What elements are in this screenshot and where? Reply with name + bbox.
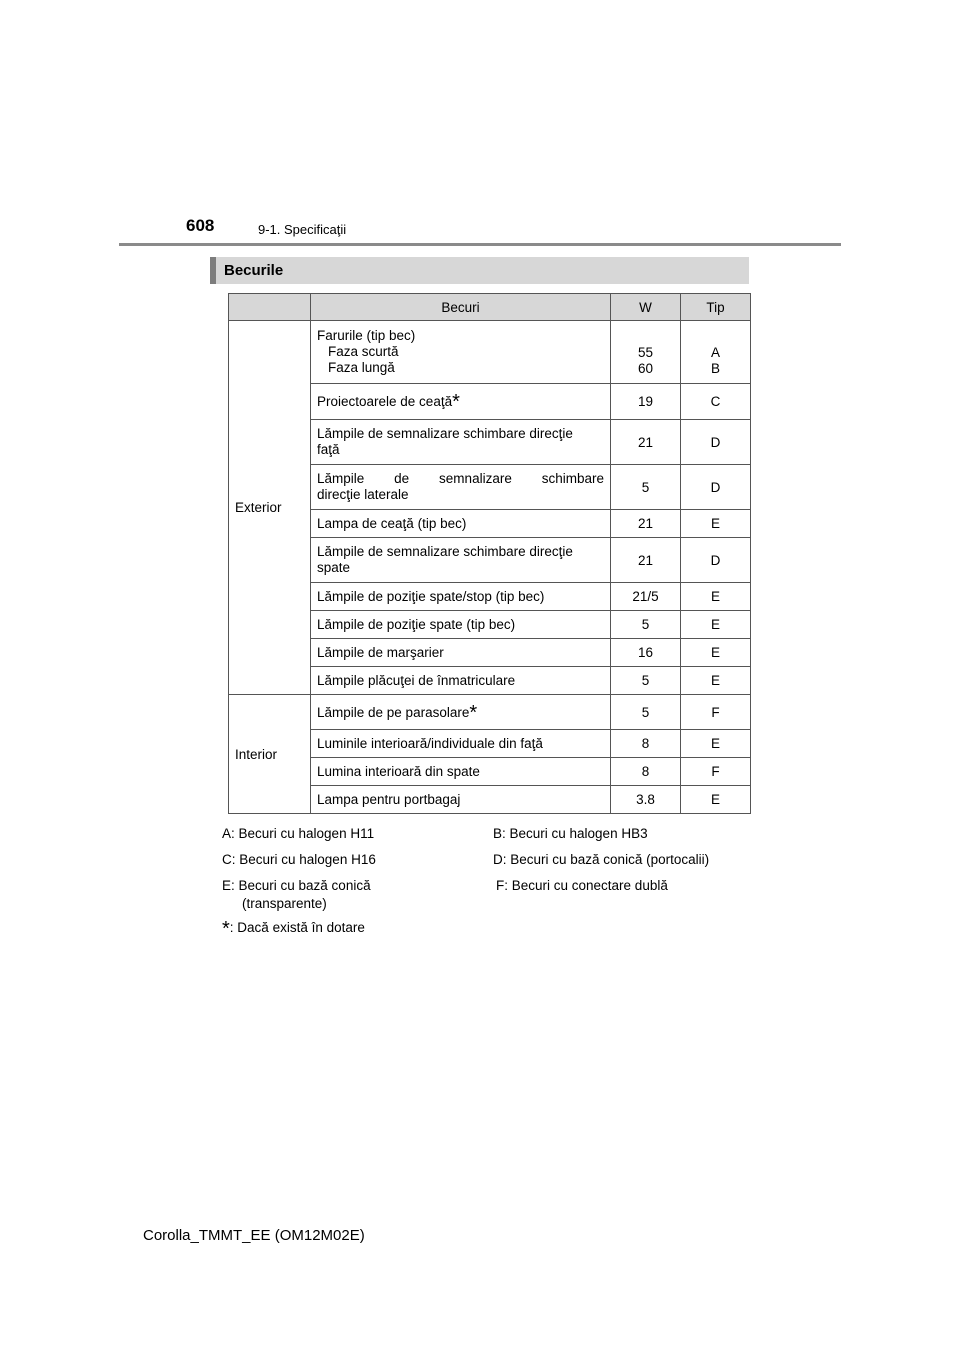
bulb-name: Lumina interioară din spate	[311, 758, 611, 786]
bulb-type: E	[681, 786, 751, 814]
bulb-type: D	[681, 538, 751, 583]
bulb-sub-low-beam: Faza scurtă	[328, 344, 399, 359]
chapter-title: 9-1. Specificaţii	[258, 222, 347, 237]
bulb-name-line: direcţie laterale	[317, 487, 409, 502]
header-rule	[119, 243, 841, 246]
bulb-name	[311, 538, 611, 583]
bulb-watts: 5	[611, 695, 681, 730]
bulb-name-line: Lămpile de semnalizare schimbare	[317, 471, 604, 486]
bulb-type-high: B	[710, 361, 720, 376]
bulb-type: D	[681, 465, 751, 510]
bulb-watts: 5	[611, 611, 681, 639]
table-header-row	[229, 294, 751, 321]
bulb-name	[311, 465, 611, 510]
section-bar	[210, 257, 749, 284]
legend-e: E: Becuri cu bază conică	[222, 878, 371, 893]
bulb-watts: 5	[611, 465, 681, 510]
table-row	[229, 695, 751, 730]
bulb-type-low: A	[710, 345, 720, 360]
legend-row	[222, 878, 752, 918]
bulb-name-text: Lămpile de pe parasolare	[317, 704, 470, 720]
bulb-type: F	[681, 695, 751, 730]
bulb-watts-high: 60	[637, 361, 654, 376]
bulb-type: F	[681, 758, 751, 786]
bulb-watts	[611, 321, 681, 384]
legend-c: C: Becuri cu halogen H16	[222, 852, 376, 867]
bulb-watts: 21	[611, 538, 681, 583]
bulb-watts: 21/5	[611, 583, 681, 611]
bulb-type: D	[681, 420, 751, 465]
bulb-watts: 5	[611, 667, 681, 695]
bulb-name: Lămpile de poziţie spate (tip bec)	[311, 611, 611, 639]
bulb-watts: 8	[611, 730, 681, 758]
legend-row	[222, 826, 752, 852]
bulb-name	[311, 695, 611, 730]
bulb-watts-low: 55	[637, 345, 654, 360]
category-interior: Interior	[229, 695, 311, 814]
bulb-name-main: Farurile (tip bec)	[317, 328, 416, 343]
bulb-name: Lampa de ceaţă (tip bec)	[311, 510, 611, 538]
footnote-text: : Dacă există în dotare	[229, 920, 365, 935]
bulb-name-line: Lămpile de semnalizare schimbare direcţie	[317, 426, 573, 441]
bulb-type: E	[681, 730, 751, 758]
bulb-watts: 19	[611, 384, 681, 420]
footnote-star-icon: *	[469, 701, 478, 724]
legend-a: A: Becuri cu halogen H11	[222, 826, 375, 841]
legend-b: B: Becuri cu halogen HB3	[493, 826, 648, 841]
page-number: 608	[186, 216, 215, 235]
legend-d: D: Becuri cu bază conică (portocalii)	[493, 852, 710, 867]
bulb-watts: 21	[611, 420, 681, 465]
header-watts: W	[611, 294, 681, 321]
footer-doc-id: Corolla_TMMT_EE (OM12M02E)	[143, 1227, 365, 1244]
bulb-name: Lămpile plăcuţei de înmatriculare	[311, 667, 611, 695]
section-title: Becurile	[224, 262, 284, 279]
footnote-star-icon: *	[222, 918, 230, 940]
bulb-watts: 3.8	[611, 786, 681, 814]
bulb-type	[681, 321, 751, 384]
bulb-type: E	[681, 611, 751, 639]
legend-e-continued: (transparente)	[242, 896, 327, 911]
bulb-name	[311, 420, 611, 465]
bulb-name	[311, 384, 611, 420]
legend-f: F: Becuri cu conectare dublă	[496, 878, 668, 893]
bulb-name: Lămpile de marşarier	[311, 639, 611, 667]
bulb-watts: 8	[611, 758, 681, 786]
bulb-type: E	[681, 639, 751, 667]
bulb-watts: 16	[611, 639, 681, 667]
footnote	[222, 918, 365, 940]
bulb-name: Lămpile de poziţie spate/stop (tip bec)	[311, 583, 611, 611]
bulb-name-line: spate	[317, 560, 351, 575]
bulb-name-text: Proiectoarele de ceaţă	[317, 394, 453, 409]
bulb-name: Lampa pentru portbagaj	[311, 786, 611, 814]
bulb-name: Luminile interioară/individuale din faţă	[311, 730, 611, 758]
bulb-name	[311, 321, 611, 384]
bulb-type: E	[681, 510, 751, 538]
header-bulbs: Becuri	[311, 294, 611, 321]
bulb-sub-high-beam: Faza lungă	[328, 360, 395, 375]
bulb-name-line: Lămpile de semnalizare schimbare direcţie	[317, 544, 573, 559]
header-category	[229, 294, 311, 321]
bulb-type: E	[681, 667, 751, 695]
legend	[222, 826, 752, 918]
bulb-type: C	[681, 384, 751, 420]
bulb-type: E	[681, 583, 751, 611]
legend-row	[222, 852, 752, 878]
bulb-name-line: faţă	[317, 442, 340, 457]
footnote-star-icon: *	[452, 391, 460, 413]
bulbs-table	[228, 293, 751, 814]
header-type: Tip	[681, 294, 751, 321]
category-exterior: Exterior	[229, 321, 311, 695]
bulb-watts: 21	[611, 510, 681, 538]
table-row	[229, 321, 751, 384]
